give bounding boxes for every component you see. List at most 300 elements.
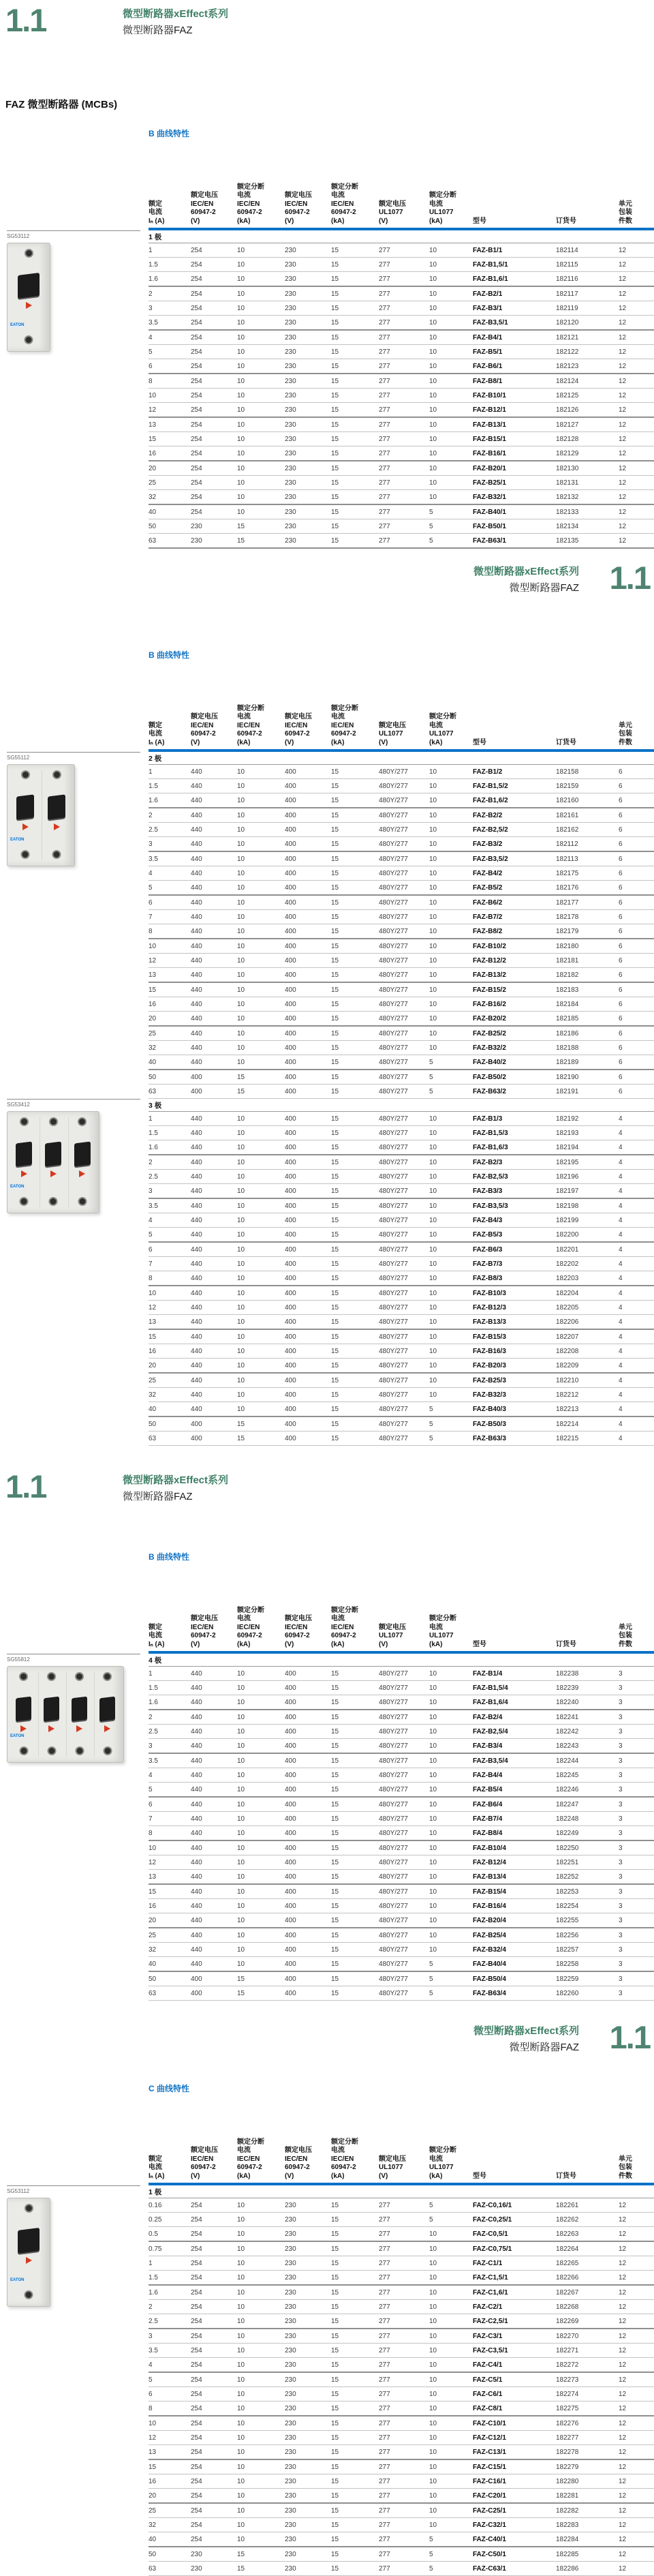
data-cell: 15: [331, 986, 339, 994]
data-cell: 440: [191, 986, 202, 994]
column-header-line: 电流: [149, 730, 162, 738]
data-cell: 400: [285, 1143, 296, 1151]
data-cell: 12: [619, 493, 627, 501]
data-cell: 440: [191, 1888, 202, 1896]
data-cell: 480Y/277: [379, 796, 408, 804]
data-cell: 230: [285, 304, 296, 312]
data-cell: 10: [429, 2521, 437, 2529]
data-cell: 10: [237, 2288, 245, 2297]
data-cell: 230: [285, 333, 296, 342]
trip-indicator-icon: [48, 1725, 54, 1732]
column-header-line: IEC/EN: [191, 721, 214, 729]
data-cell: 12: [619, 421, 627, 429]
terminal-screw-icon: [52, 770, 61, 779]
table-row: [149, 432, 654, 446]
data-cell: 12: [619, 536, 627, 545]
column-header-line: 单元: [619, 1623, 632, 1631]
data-cell: 10: [429, 362, 437, 370]
table-row: [149, 1041, 654, 1055]
data-cell: 254: [191, 260, 202, 269]
data-cell: 400: [285, 1044, 296, 1052]
column-header-line: 60947-2: [331, 209, 356, 216]
data-cell: 15: [331, 942, 339, 950]
data-cell: 3.5: [149, 2346, 158, 2354]
data-cell: 10: [149, 1289, 157, 1297]
trip-indicator-icon: [22, 823, 29, 830]
data-cell: 15: [237, 1434, 245, 1442]
data-cell: 15: [331, 1873, 339, 1881]
data-cell: 1: [149, 1115, 153, 1123]
column-header-line: (V): [285, 2172, 294, 2180]
data-cell: 5: [429, 1058, 433, 1066]
column-header-line: Iₙ (A): [149, 1640, 165, 1648]
data-cell: 400: [285, 1902, 296, 1910]
data-cell: 15: [331, 2550, 339, 2558]
table-section: [0, 649, 654, 1446]
data-cell: 4: [619, 1274, 623, 1282]
column-header-line: 额定分断: [429, 2147, 456, 2154]
data-cell: 15: [331, 2434, 339, 2442]
table-row: [149, 1140, 654, 1155]
data-cell: 10: [237, 1800, 245, 1808]
data-cell: 182198: [556, 1202, 579, 1210]
data-cell: 13: [149, 1318, 157, 1326]
data-cell: 277: [379, 2491, 390, 2500]
table-row: [149, 1112, 654, 1126]
data-cell: 4: [619, 1303, 623, 1312]
trip-indicator-icon: [20, 1725, 27, 1732]
type-cell: FAZ-B32/1: [473, 493, 506, 501]
data-cell: 10: [237, 1376, 245, 1384]
type-cell: FAZ-B20/3: [473, 1361, 506, 1369]
data-cell: 480Y/277: [379, 1376, 408, 1384]
type-cell: FAZ-C10/1: [473, 2419, 506, 2427]
data-cell: 15: [331, 1434, 339, 1442]
type-cell: FAZ-B2,5/2: [473, 825, 508, 834]
trip-indicator-icon: [26, 2257, 32, 2264]
data-cell: 3.5: [149, 1757, 158, 1765]
breaker-toggle-icon: [72, 1697, 87, 1722]
data-cell: 3: [149, 1187, 153, 1195]
data-cell: 400: [285, 1216, 296, 1224]
column-header-line: UL1077: [429, 209, 454, 216]
data-cell: 230: [285, 449, 296, 457]
data-cell: 230: [285, 2215, 296, 2224]
data-cell: 12: [149, 1303, 157, 1312]
data-cell: 254: [191, 2404, 202, 2412]
type-cell: FAZ-B4/3: [473, 1216, 503, 1224]
data-cell: 10: [429, 1187, 437, 1195]
data-cell: 10: [429, 1873, 437, 1881]
column-header-line: IEC/EN: [237, 721, 260, 729]
data-cell: 4: [149, 869, 153, 877]
data-cell: 440: [191, 1158, 202, 1166]
data-cell: 15: [331, 898, 339, 907]
data-cell: 254: [191, 377, 202, 385]
data-cell: 10: [237, 1230, 245, 1239]
data-cell: 15: [331, 464, 339, 472]
data-cell: 10: [237, 1698, 245, 1706]
data-cell: 440: [191, 1771, 202, 1779]
data-cell: 182249: [556, 1829, 579, 1837]
data-cell: 254: [191, 318, 202, 327]
data-cell: 400: [285, 1000, 296, 1008]
column-header: [556, 1641, 619, 1650]
data-cell: 480Y/277: [379, 1800, 408, 1808]
data-cell: 5: [429, 1420, 433, 1428]
column-headers: [149, 143, 654, 230]
data-cell: 400: [285, 1202, 296, 1210]
type-cell: FAZ-B15/3: [473, 1333, 506, 1341]
data-cell: 480Y/277: [379, 1975, 408, 1983]
data-cell: 10: [429, 883, 437, 892]
data-cell: 400: [285, 956, 296, 965]
data-cell: 230: [285, 2506, 296, 2515]
table-row: [149, 2518, 654, 2532]
data-cell: 12: [149, 406, 157, 414]
data-cell: 182158: [556, 768, 579, 776]
type-cell: FAZ-B2,5/3: [473, 1172, 508, 1181]
breaker-toggle-icon: [45, 1142, 61, 1167]
data-cell: 5: [149, 2376, 153, 2384]
column-header-line: 额定: [149, 2155, 162, 2163]
table-header-row: [0, 143, 654, 230]
data-cell: 10: [237, 1058, 245, 1066]
data-cell: 182160: [556, 796, 579, 804]
data-cell: 0.25: [149, 2215, 162, 2224]
data-cell: 10: [429, 811, 437, 819]
column-header: [285, 713, 331, 747]
column-header: [237, 1607, 285, 1650]
data-cell: 12: [619, 290, 627, 298]
data-cell: 10: [237, 2535, 245, 2543]
column-header-line: (V): [379, 738, 388, 746]
data-cell: 10: [237, 1143, 245, 1151]
data-cell: 10: [237, 796, 245, 804]
photo-column-spacer: [0, 1566, 149, 1654]
data-cell: 480Y/277: [379, 1902, 408, 1910]
data-cell: 3: [619, 1873, 623, 1881]
table-row: [149, 954, 654, 968]
data-cell: 400: [191, 1975, 202, 1983]
data-cell: 277: [379, 275, 390, 283]
column-header: [149, 200, 191, 226]
data-cell: 12: [619, 2259, 627, 2267]
data-cell: 15: [331, 1216, 339, 1224]
column-header-line: 包装: [619, 2164, 632, 2171]
data-cell: 182251: [556, 1858, 579, 1866]
type-cell: FAZ-B1/3: [473, 1115, 503, 1123]
data-cell: 182245: [556, 1771, 579, 1779]
table-row: [149, 1388, 654, 1402]
type-cell: FAZ-B20/1: [473, 464, 506, 472]
data-cell: 400: [285, 1698, 296, 1706]
data-cell: 254: [191, 2390, 202, 2398]
column-header-line: (V): [191, 1640, 200, 1648]
data-cell: 15: [331, 2477, 339, 2485]
data-cell: 12: [619, 2317, 627, 2325]
data-cell: 1: [149, 1669, 153, 1678]
data-cell: 182202: [556, 1260, 579, 1268]
data-cell: 10: [429, 2419, 437, 2427]
type-cell: FAZ-B8/4: [473, 1829, 503, 1837]
data-cell: 10: [237, 1115, 245, 1123]
table-row: [149, 1681, 654, 1695]
data-cell: 12: [619, 2332, 627, 2340]
table-row: [149, 534, 654, 549]
data-cell: 6: [619, 927, 623, 935]
data-cell: 10: [429, 1158, 437, 1166]
terminal-screw-icon: [21, 850, 30, 859]
data-cell: 230: [285, 2259, 296, 2267]
brand-logo: EATON: [10, 1734, 25, 1738]
data-cell: 12: [619, 2361, 627, 2369]
column-header-line: 60947-2: [191, 730, 216, 738]
data-cell: 182240: [556, 1698, 579, 1706]
data-cell: 6: [619, 883, 623, 892]
data-cell: 182262: [556, 2215, 579, 2224]
data-cell: 10: [429, 927, 437, 935]
table-section: [0, 127, 654, 549]
data-cell: 230: [285, 2288, 296, 2297]
data-cell: 1.6: [149, 796, 158, 804]
table-row: [149, 1431, 654, 1446]
data-cell: 10: [429, 348, 437, 356]
data-cell: 440: [191, 1216, 202, 1224]
type-cell: FAZ-B4/4: [473, 1771, 503, 1779]
data-cell: 7: [149, 1260, 153, 1268]
column-header-line: (V): [379, 2172, 388, 2180]
data-cell: 10: [237, 479, 245, 487]
data-cell: 1.5: [149, 260, 158, 269]
table-row: [149, 2401, 654, 2416]
data-cell: 182123: [556, 362, 579, 370]
data-cell: 6: [619, 1087, 623, 1095]
data-cell: 15: [331, 318, 339, 327]
data-cell: 2.5: [149, 1172, 158, 1181]
data-cell: 50: [149, 1975, 157, 1983]
data-cell: 400: [285, 1945, 296, 1954]
data-cell: 1.5: [149, 782, 158, 790]
data-cell: 3: [619, 1727, 623, 1736]
column-header-line: 电流: [429, 1623, 443, 1631]
type-cell: FAZ-B13/4: [473, 1873, 506, 1881]
data-cell: 6: [619, 825, 623, 834]
column-header-line: UL1077: [379, 209, 403, 216]
data-cell: 4: [619, 1187, 623, 1195]
data-cell: 10: [429, 1684, 437, 1692]
data-cell: 10: [237, 971, 245, 979]
data-cell: 10: [237, 1318, 245, 1326]
column-headers: [149, 2098, 654, 2185]
data-cell: 182180: [556, 942, 579, 950]
data-cell: 15: [331, 2215, 339, 2224]
data-cell: 10: [237, 1014, 245, 1022]
series-title: 微型断路器xEffect系列: [473, 566, 579, 577]
data-cell: 400: [285, 942, 296, 950]
data-cell: 182256: [556, 1931, 579, 1939]
data-cell: 400: [285, 1888, 296, 1896]
data-cell: 15: [237, 1989, 245, 1997]
data-cell: 10: [237, 1858, 245, 1866]
data-cell: 182260: [556, 1989, 579, 1997]
data-cell: 440: [191, 1245, 202, 1254]
data-cell: 15: [331, 536, 339, 545]
data-cell: 440: [191, 1274, 202, 1282]
column-header: [473, 217, 556, 226]
data-cell: 15: [331, 377, 339, 385]
column-header: [331, 705, 379, 748]
terminal-screw-icon: [103, 1746, 112, 1755]
data-cell: 440: [191, 1391, 202, 1399]
data-cell: 0.75: [149, 2245, 162, 2253]
data-cell: 182253: [556, 1888, 579, 1896]
section-number: 1.1: [5, 2, 46, 38]
data-cell: 10: [237, 1216, 245, 1224]
data-cell: 400: [285, 1115, 296, 1123]
data-cell: 10: [237, 2245, 245, 2253]
data-cell: 5: [429, 2550, 433, 2558]
column-header-line: 件数: [619, 738, 632, 746]
data-cell: 15: [331, 1129, 339, 1137]
data-cell: 6: [619, 768, 623, 776]
data-cell: 440: [191, 869, 202, 877]
data-cell: 10: [237, 913, 245, 921]
curve-label: C 曲线特性: [149, 2084, 190, 2093]
data-cell: 12: [619, 2550, 627, 2558]
data-cell: 2.5: [149, 1727, 158, 1736]
data-cell: 6: [619, 942, 623, 950]
type-cell: FAZ-B2/3: [473, 1158, 503, 1166]
data-cell: 277: [379, 2521, 390, 2529]
data-cell: 440: [191, 1058, 202, 1066]
data-cell: 277: [379, 260, 390, 269]
data-cell: 3: [619, 1989, 623, 1997]
data-cell: 12: [619, 2201, 627, 2209]
data-cell: 440: [191, 1014, 202, 1022]
data-cell: 12: [619, 246, 627, 254]
data-cell: 6: [619, 913, 623, 921]
data-cell: 254: [191, 290, 202, 298]
data-cell: 480Y/277: [379, 1172, 408, 1181]
data-cell: 182195: [556, 1158, 579, 1166]
data-cell: 182177: [556, 898, 579, 907]
type-cell: FAZ-B13/1: [473, 421, 506, 429]
data-cell: 10: [237, 1000, 245, 1008]
table-row: [149, 403, 654, 418]
data-cell: 5: [429, 508, 433, 516]
column-header-line: 电流: [331, 713, 345, 721]
data-cell: 182199: [556, 1216, 579, 1224]
data-cell: 400: [285, 1727, 296, 1736]
data-cell: 182280: [556, 2477, 579, 2485]
curve-label: B 曲线特性: [149, 1552, 190, 1562]
data-cell: 182189: [556, 1058, 579, 1066]
data-cell: 440: [191, 768, 202, 776]
data-cell: 12: [619, 2303, 627, 2311]
data-cell: 10: [237, 2259, 245, 2267]
data-cell: 10: [429, 2303, 437, 2311]
data-cell: 12: [619, 2463, 627, 2471]
data-cell: 10: [237, 391, 245, 399]
data-cell: 5: [149, 883, 153, 892]
type-cell: FAZ-C3/1: [473, 2332, 503, 2340]
data-cell: 400: [285, 1303, 296, 1312]
type-cell: FAZ-B1/4: [473, 1669, 503, 1678]
data-cell: 12: [619, 2376, 627, 2384]
mcb-table: [0, 1566, 654, 2001]
product-photo-label: SG53412: [7, 1099, 140, 1111]
column-header-line: 单元: [619, 721, 632, 729]
table-row: [149, 1725, 654, 1739]
table-row: [149, 793, 654, 808]
data-cell: 182119: [556, 304, 578, 312]
data-cell: 6: [619, 796, 623, 804]
data-cell: 10: [429, 464, 437, 472]
data-cell: 182200: [556, 1230, 579, 1239]
data-cell: 15: [331, 1318, 339, 1326]
table-row: [149, 505, 654, 519]
data-cell: 277: [379, 522, 390, 530]
mcb-product-photo: [7, 1666, 124, 1763]
type-cell: FAZ-B5/1: [473, 348, 503, 356]
data-cell: 480Y/277: [379, 1434, 408, 1442]
table-row: [149, 2227, 654, 2242]
data-cell: 277: [379, 348, 390, 356]
type-cell: FAZ-B7/2: [473, 913, 503, 921]
data-cell: 10: [237, 493, 245, 501]
data-cell: 182277: [556, 2434, 579, 2442]
pole-label: 1 极: [149, 2185, 654, 2198]
data-cell: 10: [237, 855, 245, 863]
data-cell: 32: [149, 2521, 157, 2529]
data-cell: 15: [331, 435, 339, 443]
data-cell: 12: [619, 508, 627, 516]
table-row: [149, 1184, 654, 1199]
data-cell: 400: [285, 1931, 296, 1939]
column-header-line: 订货号: [556, 738, 576, 746]
data-cell: 182205: [556, 1303, 579, 1312]
data-cell: 0.5: [149, 2230, 158, 2238]
data-cell: 277: [379, 2550, 390, 2558]
data-cell: 15: [331, 2404, 339, 2412]
data-cell: 10: [429, 782, 437, 790]
group-rows: [149, 1654, 654, 2001]
data-cell: 480Y/277: [379, 855, 408, 863]
table-row: [149, 983, 654, 997]
table-row: [149, 1257, 654, 1271]
table-row: [149, 1344, 654, 1359]
data-cell: 254: [191, 348, 202, 356]
data-cell: 230: [285, 348, 296, 356]
data-cell: 8: [149, 377, 153, 385]
column-header: [379, 200, 429, 226]
table-row: [149, 765, 654, 779]
brand-logo: EATON: [10, 1185, 25, 1189]
data-cell: 400: [285, 1260, 296, 1268]
data-cell: 480Y/277: [379, 942, 408, 950]
data-cell: 15: [331, 1888, 339, 1896]
data-cell: 4: [149, 1216, 153, 1224]
data-cell: 15: [237, 1073, 245, 1081]
data-cell: 12: [619, 2521, 627, 2529]
type-cell: FAZ-B15/4: [473, 1888, 506, 1896]
column-header-line: 额定分断: [237, 183, 264, 191]
breaker-pole: [42, 770, 71, 860]
data-cell: 6: [619, 986, 623, 994]
type-cell: FAZ-B3,5/3: [473, 1202, 508, 1210]
table-row: [149, 2445, 654, 2460]
